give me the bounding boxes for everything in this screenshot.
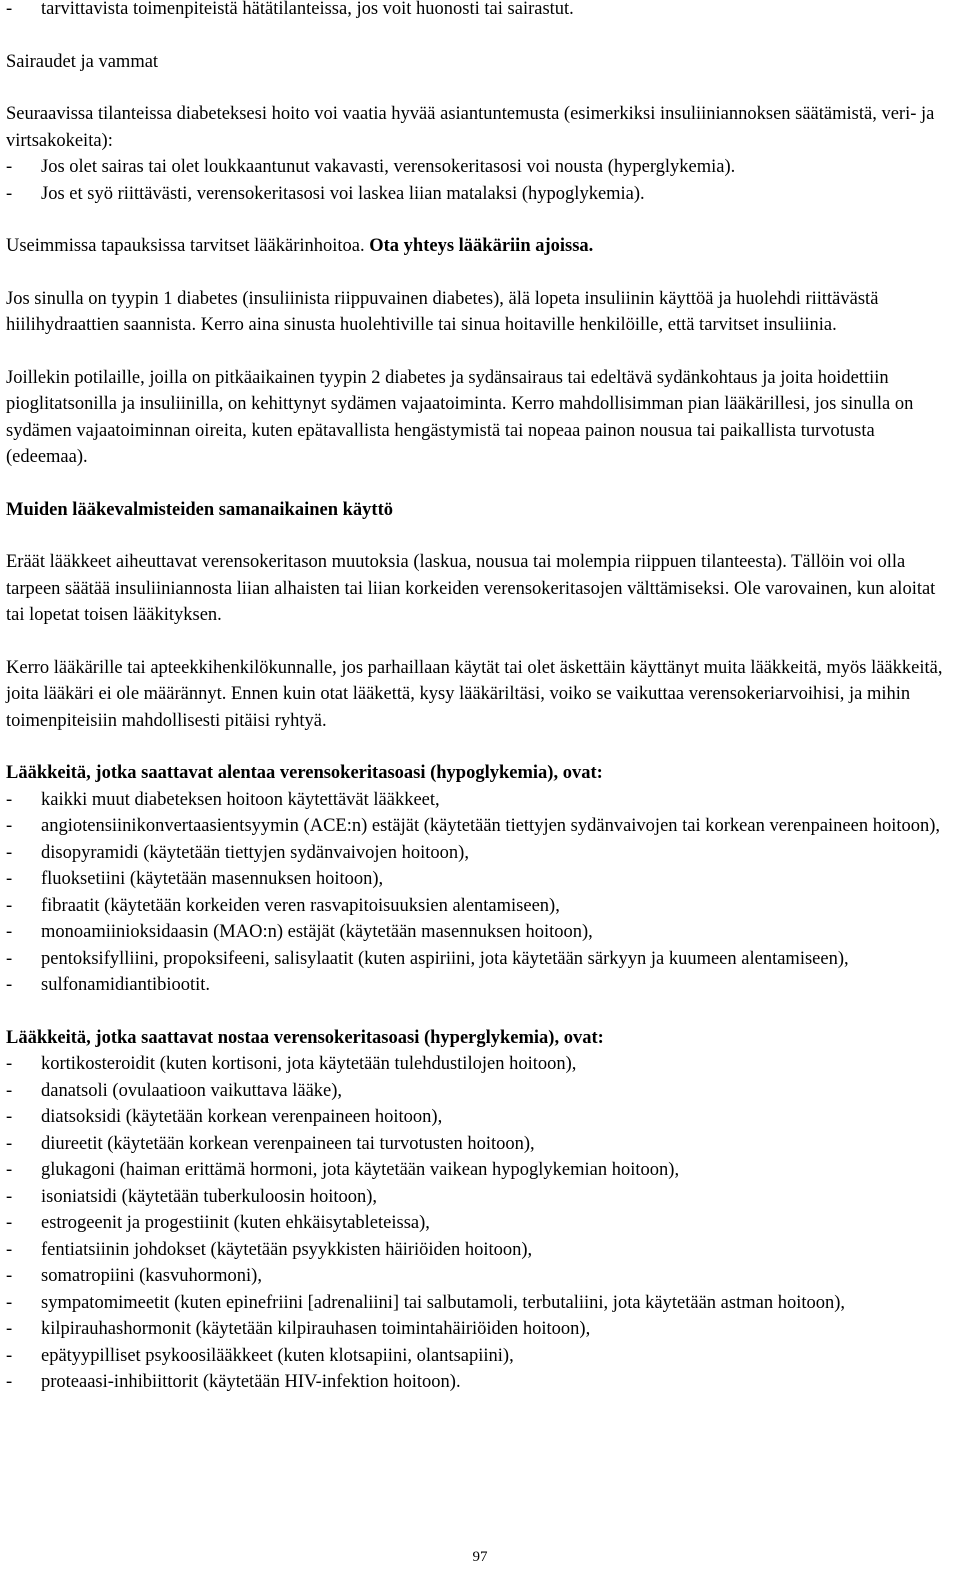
- section-heading-other-medicines: Muiden lääkevalmisteiden samanaikainen käyttö: [6, 499, 394, 520]
- list-item: - glukagoni (haiman erittämä hormoni, jota käytetään vaikean hypoglykemian hoitoon),: [6, 1160, 680, 1180]
- page-number: 97: [472, 1549, 488, 1565]
- other-medicines-paragraph-2: Kerro lääkärille tai apteekkihenkilökunnalle, jos parhaillaan käytät tai olet äskettäin käyttänyt muita lääkkeitä, myös lääkkeitä, joita lääkäri ei ole määrännyt. Ennen kuin otat lääkettä, kysy lääkäriltäsi, voiko se vaikuttaa verensokeriarvoihisi, ja mihin toimenpiteisiin mahdollisesti pitäisi ryhtyä.: [6, 657, 943, 731]
- lowering-list: [6, 787, 956, 999]
- list-item: - pentoksifylliini, propoksifeeni, salisylaatit (kuten aspiriini, jota käytetään särkyyn ja kuumeen alentamiseen),: [6, 948, 849, 969]
- list-item: - disopyramidi (käytetään tiettyjen sydänvaivojen hoitoon),: [6, 842, 469, 863]
- raising-list: [6, 1051, 956, 1396]
- section-heading-illness: Sairaudet ja vammat: [6, 51, 159, 72]
- list-item: - fibraatit (käytetään korkeiden veren rasvapitoisuuksien alentamiseen),: [6, 895, 560, 916]
- type1-paragraph: Jos sinulla on tyypin 1 diabetes (insuliinista riippuvainen diabetes), älä lopeta insuliinin käyttöä ja huolehdi riittävästä hiilihydraattien saannista. Kerro aina sinusta huolehtiville tai sinua hoitaville henkilöille, että tarvitset insuliinia.: [6, 288, 879, 335]
- list-item: - somatropiini (kasvuhormoni),: [6, 1266, 262, 1286]
- document-page: [6, 0, 956, 1396]
- list-item: - Jos et syö riittävästi, verensokeritasosi voi laskea liian matalaksi (hypoglykemia).: [6, 183, 645, 204]
- advice-bold: Ota yhteys lääkäriin ajoissa.: [369, 236, 594, 256]
- list-item: - angiotensiinikonvertaasientsyymin (ACE:n) estäjät (käytetään tiettyjen sydänvaivojen tai korkean verenpaineen hoitoon),: [6, 816, 941, 836]
- list-item: - fluoksetiini (käytetään masennuksen hoitoon),: [6, 869, 384, 889]
- list-item: - tarvittavista toimenpiteistä hätätilanteissa, jos voit huonosti tai sairastut.: [6, 0, 574, 19]
- list-item: - diureetit (käytetään korkean verenpaineen tai turvotusten hoitoon),: [6, 1133, 535, 1154]
- list-item: - isoniatsidi (käytetään tuberkuloosin hoitoon),: [6, 1186, 378, 1207]
- list-item: - proteaasi-inhibiittorit (käytetään HIV-infektion hoitoon).: [6, 1372, 461, 1392]
- illness-intro: Seuraavissa tilanteissa diabeteksesi hoito voi vaatia hyvää asiantuntemusta (esimerkiksi insuliiniannoksen säätämistä, veri- ja virtsakokeita):: [6, 104, 935, 151]
- advice-paragraph: Useimmissa tapauksissa tarvitset lääkärinhoitoa. Ota yhteys lääkäriin ajoissa.: [6, 236, 594, 256]
- list-item: - epätyypilliset psykoosilääkkeet (kuten klotsapiini, olantsapiini),: [6, 1345, 514, 1366]
- list-item: - sulfonamidiantibiootit.: [6, 975, 211, 995]
- list-item: - Jos olet sairas tai olet loukkaantunut vakavasti, verensokeritasosi voi nousta (hyperglykemia).: [6, 157, 736, 177]
- list-item: - diatsoksidi (käytetään korkean verenpaineen hoitoon),: [6, 1107, 443, 1127]
- list-item: - estrogeenit ja progestiinit (kuten ehkäisytableteissa),: [6, 1213, 430, 1233]
- heart-failure-paragraph: Joillekin potilaille, joilla on pitkäaikainen tyypin 2 diabetes ja sydänsairaus tai edeltävä sydänkohtaus ja joita hoidettiin pioglitatsonilla ja insuliinilla, on kehittynyt sydämen vajaatoiminta. Kerro mahdollisimman pian lääkärillesi, jos sinulla on sydämen vajaatoiminnan oireita, kuten epätavallista hengästymistä tai nopeaa painon nousua tai paikallista turvotusta (edeemaa).: [6, 367, 914, 467]
- other-medicines-paragraph-1: Eräät lääkkeet aiheuttavat verensokeritason muutoksia (laskua, nousua tai molempia riippuen tilanteesta). Tällöin voi olla tarpeen säätää insuliiniannosta liian alhaisten tai liian korkeiden verensokeritasojen välttämiseksi. Ole varovainen, kun aloitat tai lopetat toisen lääkityksen.: [6, 552, 936, 625]
- list-item: - danatsoli (ovulaatioon vaikuttava lääke),: [6, 1080, 343, 1101]
- list-item: - kortikosteroidit (kuten kortisoni, jota käytetään tulehdustilojen hoitoon),: [6, 1054, 577, 1074]
- list-item: - monoamiinioksidaasin (MAO:n) estäjät (käytetään masennuksen hoitoon),: [6, 922, 593, 942]
- list-item: - kilpirauhashormonit (käytetään kilpirauhasen toimintahäiriöiden hoitoon),: [6, 1319, 591, 1339]
- list-item: - sympatomimeetit (kuten epinefriini [adrenaliini] tai salbutamoli, terbutaliini, jota käytetään astman hoitoon),: [6, 1292, 846, 1313]
- section-heading-raising: Lääkkeitä, jotka saattavat nostaa verensokeritasoasi (hyperglykemia), ovat:: [6, 1027, 604, 1048]
- list-item: - fentiatsiinin johdokset (käytetään psyykkisten häiriöiden hoitoon),: [6, 1239, 533, 1260]
- section-heading-lowering: Lääkkeitä, jotka saattavat alentaa verensokeritasoasi (hypoglykemia), ovat:: [6, 763, 603, 783]
- list-item: - kaikki muut diabeteksen hoitoon käytettävät lääkkeet,: [6, 789, 440, 810]
